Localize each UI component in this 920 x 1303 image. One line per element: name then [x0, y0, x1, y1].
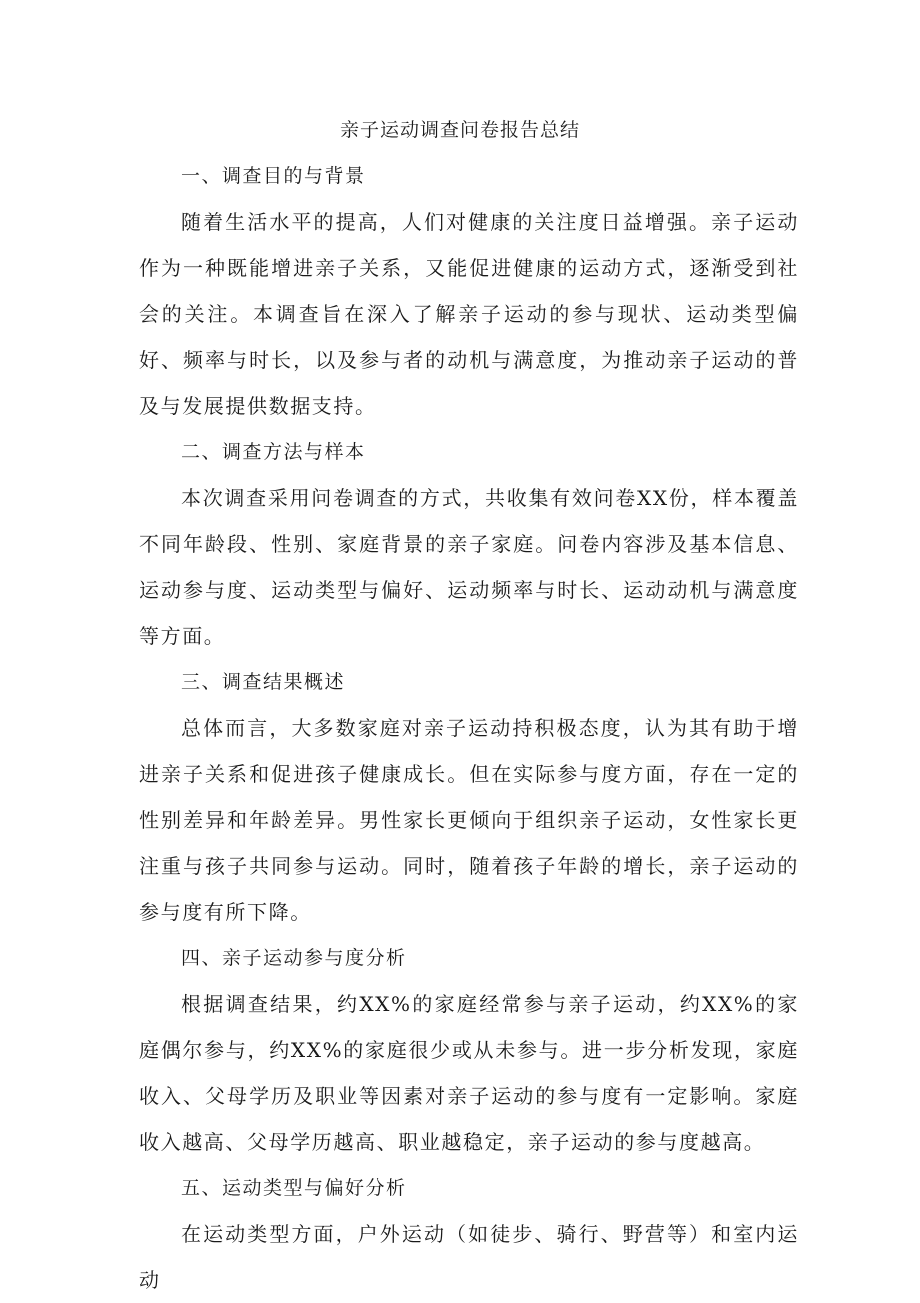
document-body	[139, 153, 799, 1303]
section-paragraph-overview: 总体而言，大多数家庭对亲子运动持积极态度，认为其有助于增进亲子关系和促进孩子健康成长。但在实际参与度方面，存在一定的性别差异和年龄差异。男性家长更倾向于组织亲子运动，女性家长更注重与孩子共同参与运动。同时，随着孩子年龄的增长，亲子运动的参与度有所下降。	[139, 716, 799, 924]
section-heading-participation: 四、亲子运动参与度分析	[181, 947, 407, 969]
document-title: 亲子运动调查问卷报告总结	[339, 119, 580, 141]
section-heading-overview: 三、调查结果概述	[181, 671, 346, 693]
section-paragraph-preference: 在运动类型方面，户外运动（如徒步、骑行、野营等）和室内运动	[139, 1222, 799, 1292]
section-paragraph-purpose: 随着生活水平的提高，人们对健康的关注度日益增强。亲子运动作为一种既能增进亲子关系，又能促进健康的运动方式，逐渐受到社会的关注。本调查旨在深入了解亲子运动的参与现状、运动类型偏好、频率与时长，以及参与者的动机与满意度，为推动亲子运动的普及与发展提供数据支持。	[139, 210, 799, 418]
section-heading-preference: 五、运动类型与偏好分析	[181, 1177, 407, 1199]
section-paragraph-method: 本次调查采用问卷调查的方式，共收集有效问卷XX份，样本覆盖不同年龄段、性别、家庭背景的亲子家庭。问卷内容涉及基本信息、运动参与度、运动类型与偏好、运动频率与时长、运动动机与满意度等方面。	[139, 486, 799, 648]
section-heading-method: 二、调查方法与样本	[181, 441, 366, 463]
section-paragraph-participation: 根据调查结果，约XX%的家庭经常参与亲子运动，约XX%的家庭偶尔参与，约XX%的家庭很少或从未参与。进一步分析发现，家庭收入、父母学历及职业等因素对亲子运动的参与度有一定影响。家庭收入越高、父母学历越高、职业越稳定，亲子运动的参与度越高。	[139, 992, 799, 1154]
section-heading-purpose: 一、调查目的与背景	[181, 165, 366, 187]
